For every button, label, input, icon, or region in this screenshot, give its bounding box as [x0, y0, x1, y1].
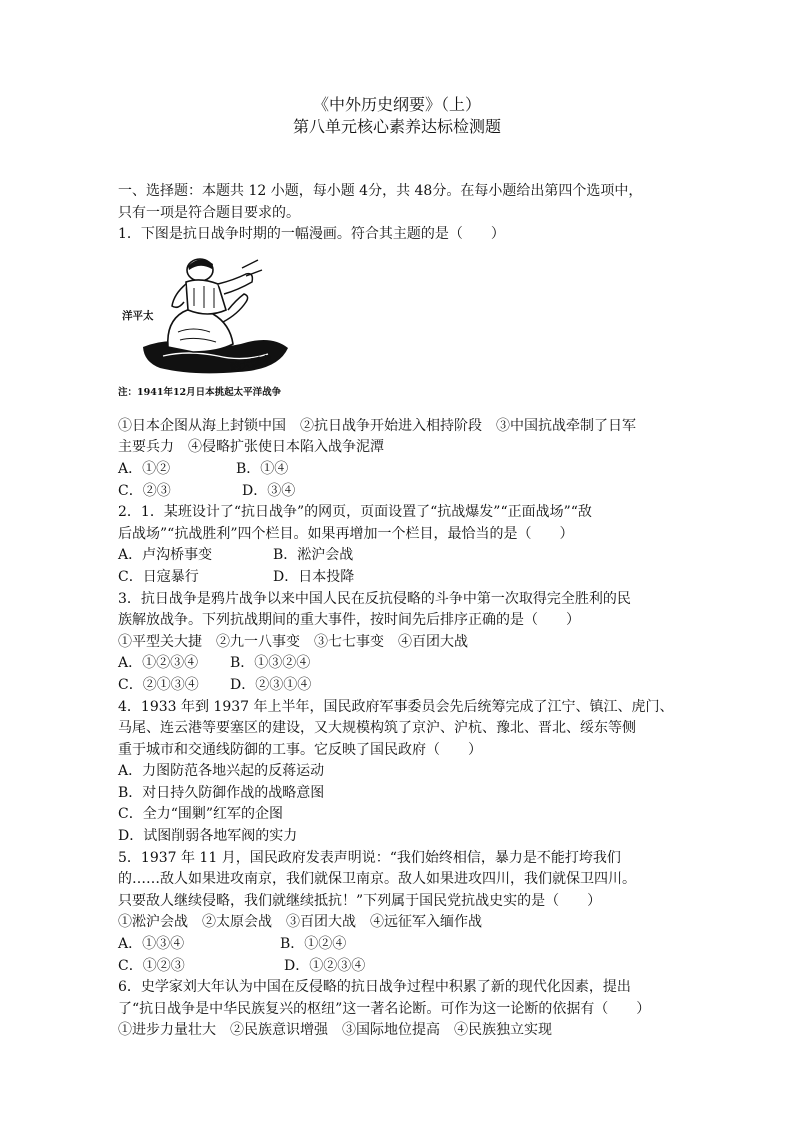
q1-options-row1	[118, 459, 688, 481]
q2-option-a: A．卢沟桥事变	[118, 547, 213, 564]
title-block	[0, 94, 794, 138]
q3-option-d: D．②③①④	[230, 676, 312, 693]
q3-stem: 3．抗日战争是鸦片战争以来中国人民在反抗侵略的斗争中第一次取得完全胜利的民	[118, 590, 631, 607]
q6-stem: 6．史学家刘大年认为中国在反侵略的抗日战争过程中积累了新的现代化因素，提出	[118, 979, 631, 996]
q2-options-row2	[118, 567, 688, 589]
q4-stem: 4．1933 年到 1937 年上半年，国民政府军事委员会先后统筹完成了江宁、镇江、虎门、	[118, 698, 674, 715]
q5-stem-cont2: 只要敌人继续侵略，我们就继续抵抗！”下列属于国民党抗战史实的是（ ）	[118, 892, 602, 909]
figure-label-bottom: 陆大国中	[229, 353, 273, 375]
q5-option-c: C．①②③	[118, 957, 185, 974]
q5-option-b: B．①②④	[280, 936, 347, 953]
q3-stem-cont: 族解放战争。下列抗战期间的重大事件，按时间先后排序正确的是（ ）	[118, 612, 580, 629]
doc-title: 《中外历史纲要》（上）	[312, 95, 481, 114]
q2-stem: 2．1．某班设计了“抗日战争”的网页，页面设置了“抗战爆发”“正面战场”“敌	[118, 504, 592, 521]
figure-caption: 注：1941年12月日本挑起太平洋战争	[118, 386, 282, 398]
q3-option-c: C．②①③④	[118, 676, 199, 693]
q2-stem-cont: 后战场”“抗战胜利”四个栏目。如果再增加一个栏目，最恰当的是（ ）	[118, 525, 574, 542]
q1-cartoon-figure	[118, 252, 688, 412]
q1-option-c: C．②③	[118, 482, 171, 499]
q4-option-c: C．全力“围剿”红军的企图	[118, 806, 284, 823]
q1-stem: 1．下图是抗日战争时期的一幅漫画。符合其主题的是（ ）	[118, 226, 505, 243]
q1-items-cont: 主要兵力 ④侵略扩张使日本陷入战争泥潭	[118, 439, 384, 456]
q4-stem-cont2: 重于城市和交通线防御的工事。它反映了国民政府（ ）	[118, 741, 482, 758]
q5-options-row2	[118, 956, 688, 978]
q3-items: ①平型关大捷 ②九一八事变 ③七七事变 ④百团大战	[118, 633, 468, 650]
q6-items: ①进步力量壮大 ②民族意识增强 ③国际地位提高 ④民族独立实现	[118, 1022, 552, 1039]
cartoon-illustration	[138, 252, 298, 387]
q5-stem-cont: 的……敌人如果进攻南京，我们就保卫南京。敌人如果进攻四川，我们就保卫四川。	[118, 871, 636, 888]
doc-subtitle: 第八单元核心素养达标检测题	[292, 117, 501, 136]
q5-items: ①淞沪会战 ②太原会战 ③百团大战 ④远征军入缅作战	[118, 914, 482, 931]
q2-option-c: C．日寇暴行	[118, 568, 199, 585]
q3-options-row2	[118, 675, 688, 697]
q5-option-d: D．①②③④	[284, 957, 366, 974]
q3-option-a: A．①②③④	[118, 655, 199, 672]
q4-option-a: A．力图防范各地兴起的反蒋运动	[118, 763, 325, 780]
q1-option-a: A．①②	[118, 460, 171, 477]
q3-option-b: B．①③②④	[230, 655, 311, 672]
q1-options-row2	[118, 481, 688, 503]
q3-options-row1	[118, 653, 688, 675]
q2-option-b: B．淞沪会战	[273, 547, 354, 564]
q4-option-b: B．对日持久防御作战的战略意图	[118, 784, 325, 801]
figure-label-left: 洋平太	[122, 309, 154, 322]
question-body	[118, 181, 688, 1042]
section-intro: 一、选择题：本题共 12 小题，每小题 4分，共 48分。在每小题给出第四个选项中，	[118, 183, 643, 199]
q5-option-a: A．①③④	[118, 936, 185, 953]
q4-option-d: D．试图削弱各地军阀的实力	[118, 828, 298, 845]
q6-stem-cont: 了“抗日战争是中华民族复兴的枢纽”这一著名论断。可作为这一论断的依据有（ ）	[118, 1000, 651, 1017]
q5-stem: 5．1937 年 11 月，国民政府发表声明说：“我们始终相信，暴力是不能打垮我们	[118, 849, 621, 866]
q1-items: ①日本企图从海上封锁中国 ②抗日战争开始进入相持阶段 ③中国抗战牵制了日军	[118, 417, 636, 434]
q2-options-row1	[118, 545, 688, 567]
q5-options-row1	[118, 934, 688, 956]
q2-option-d: D．日本投降	[273, 568, 355, 585]
section-intro-cont: 只有一项是符合题目要求的。	[118, 204, 300, 221]
q4-stem-cont: 马尾、连云港等要塞区的建设，又大规模构筑了京沪、沪杭、豫北、晋北、绥东等侧	[118, 720, 636, 737]
q1-option-b: B．①④	[236, 460, 289, 477]
q1-option-d: D．③④	[242, 482, 296, 499]
